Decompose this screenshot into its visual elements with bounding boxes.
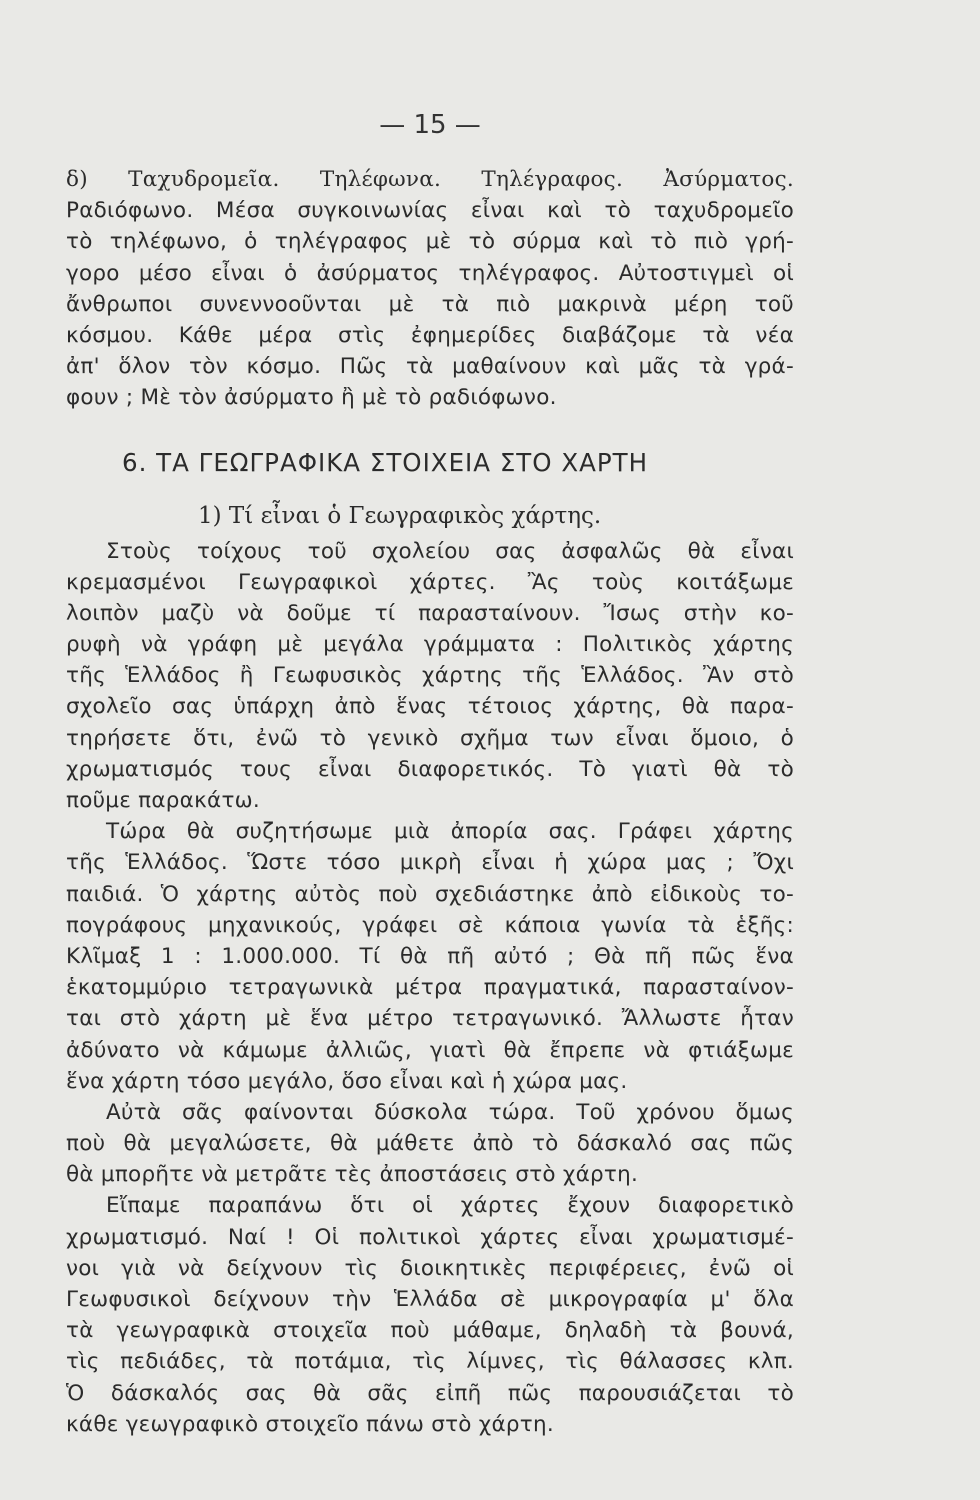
subsection-title: 1) Τί εἶναι ὁ Γεωγραφικὸς χάρτης.: [198, 502, 602, 529]
text-line: γορο μέσο εἶναι ὁ ἀσύρματος τηλέγραφος. Αὐτοστιγμεὶ οἱ: [66, 260, 794, 286]
text-line: ἕνα χάρτη τόσο μεγάλο, ὅσο εἶναι καὶ ἡ χώρα μας.: [66, 1068, 628, 1094]
text-line: Ραδιόφωνο. Μέσα συγκοινωνίας εἶναι καὶ τὸ ταχυδρομεῖο: [66, 198, 794, 224]
text-line: κόσμου. Κάθε μέρα στὶς ἐφημερίδες διαβάζομε τὰ νέα: [66, 322, 794, 348]
text-line: κρεμασμένοι Γεωγραφικοὶ χάρτες. Ἂς τοὺς κοιτάξωμε: [66, 569, 794, 595]
text-line: Στοὺς τοίχους τοῦ σχολείου σας ἀσφαλῶς θὰ εἶναι: [106, 538, 794, 564]
body-text: [66, 164, 794, 1440]
paragraph: [66, 1190, 794, 1440]
text-line: ρυφὴ νὰ γράφη μὲ μεγάλα γράμματα : Πολιτικὸς χάρτης: [66, 632, 794, 658]
section-d-paragraph: [66, 164, 794, 414]
text-line: δ) Ταχυδρομεῖα. Τηλέφωνα. Τηλέγραφος. Ἀσύρματος.: [66, 167, 794, 192]
text-line: τὰ γεωγραφικὰ στοιχεῖα ποὺ μάθαμε, δηλαδὴ τὰ βουνά,: [66, 1318, 794, 1344]
text-line: κάθε γεωγραφικὸ στοιχεῖο πάνω στὸ χάρτη.: [66, 1411, 554, 1437]
text-line: τηρήσετε ὅτι, ἐνῶ τὸ γενικὸ σχῆμα των εἶναι ὅμοιο, ὁ: [66, 725, 794, 751]
text-line: παιδιά. Ὁ χάρτης αὐτὸς ποὺ σχεδιάστηκε ἀπὸ εἰδικοὺς το-: [66, 881, 794, 907]
paragraph: [66, 816, 794, 1097]
text-line: τῆς Ἑλλάδος. Ὥστε τόσο μικρὴ εἶναι ἡ χώρα μας ; Ὄχι: [66, 850, 794, 876]
text-line: ται στὸ χάρτη μὲ ἕνα μέτρο τετραγωνικό. Ἄλλωστε ἦταν: [66, 1006, 794, 1032]
text-line: ἄνθρωποι συνεννοοῦνται μὲ τὰ πιὸ μακρινὰ μέρη τοῦ: [66, 291, 794, 317]
text-line: θὰ μπορῆτε νὰ μετρᾶτε τὲς ἀποστάσεις στὸ χάρτη.: [66, 1162, 639, 1188]
text-line: ποῦμε παρακάτω.: [66, 788, 260, 813]
text-line: Τώρα θὰ συζητήσωμε μιὰ ἀπορία σας. Γράφει χάρτης: [106, 819, 794, 845]
text-line: τὸ τηλέφωνο, ὁ τηλέγραφος μὲ τὸ σύρμα καὶ τὸ πιὸ γρή-: [66, 229, 794, 255]
chapter-title: 6. ΤΑ ΓΕΩΓΡΑΦΙΚΑ ΣΤΟΙΧΕΙΑ ΣΤΟ ΧΑΡΤΗ: [122, 447, 649, 477]
text-line: χρωματισμό. Ναί ! Οἱ πολιτικοὶ χάρτες εἶναι χρωματισμέ-: [66, 1224, 794, 1250]
text-line: Εἴπαμε παραπάνω ὅτι οἱ χάρτες ἔχουν διαφορετικὸ: [106, 1193, 794, 1219]
text-line: νοι γιὰ νὰ δείχνουν τὶς διοικητικὲς περιφέρειες, ἐνῶ οἱ: [66, 1255, 794, 1281]
text-line: Γεωφυσικοὶ δείχνουν τὴν Ἑλλάδα σὲ μικρογραφία μ' ὅλα: [66, 1287, 794, 1312]
text-line: χρωματισμός τους εἶναι διαφορετικός. Τὸ γιατὶ θὰ τὸ: [66, 756, 794, 782]
text-line: ἑκατομμύριο τετραγωνικὰ μέτρα πραγματικά, παρασταίνον-: [66, 975, 794, 1001]
text-line: φουν ; Μὲ τὸν ἀσύρματο ἢ μὲ τὸ ραδιόφωνο.: [66, 385, 557, 411]
paragraph: [66, 536, 794, 817]
text-line: σχολεῖο σας ὑπάρχη ἀπὸ ἕνας τέτοιος χάρτης, θὰ παρα-: [66, 694, 794, 720]
text-line: πογράφους μηχανικούς, γράφει σὲ κάποια γωνία τὰ ἑξῆς:: [66, 912, 794, 938]
text-line: τῆς Ἑλλάδος ἢ Γεωφυσικὸς χάρτης τῆς Ἑλλάδος. Ἂν στὸ: [66, 663, 794, 689]
page-number: — 15 —: [379, 110, 481, 140]
text-line: ποὺ θὰ μεγαλώσετε, θὰ μάθετε ἀπὸ τὸ δάσκαλό σας πῶς: [66, 1131, 794, 1157]
text-line: ἀπ' ὅλον τὸν κόσμο. Πῶς τὰ μαθαίνουν καὶ μᾶς τὰ γρά-: [66, 354, 794, 380]
paragraph: [66, 1097, 794, 1191]
text-line: λοιπὸν μαζὺ νὰ δοῦμε τί παρασταίνουν. Ἴσως στὴν κο-: [66, 600, 794, 626]
text-line: Ὁ δάσκαλός σας θὰ σᾶς εἰπῆ πῶς παρουσιάζεται τὸ: [66, 1380, 794, 1406]
text-line: Αὐτὰ σᾶς φαίνονται δύσκολα τώρα. Τοῦ χρόνου ὅμως: [106, 1099, 794, 1125]
text-line: Κλῖμαξ 1 : 1.000.000. Τί θὰ πῆ αὐτό ; Θὰ πῆ πῶς ἕνα: [66, 943, 794, 969]
text-line: τὶς πεδιάδες, τὰ ποτάμια, τὶς λίμνες, τὶς θάλασσες κλπ.: [66, 1349, 794, 1375]
text-line: ἀδύνατο νὰ κάμωμε ἀλλιῶς, γιατὶ θὰ ἔπρεπε νὰ φτιάξωμε: [66, 1037, 794, 1063]
